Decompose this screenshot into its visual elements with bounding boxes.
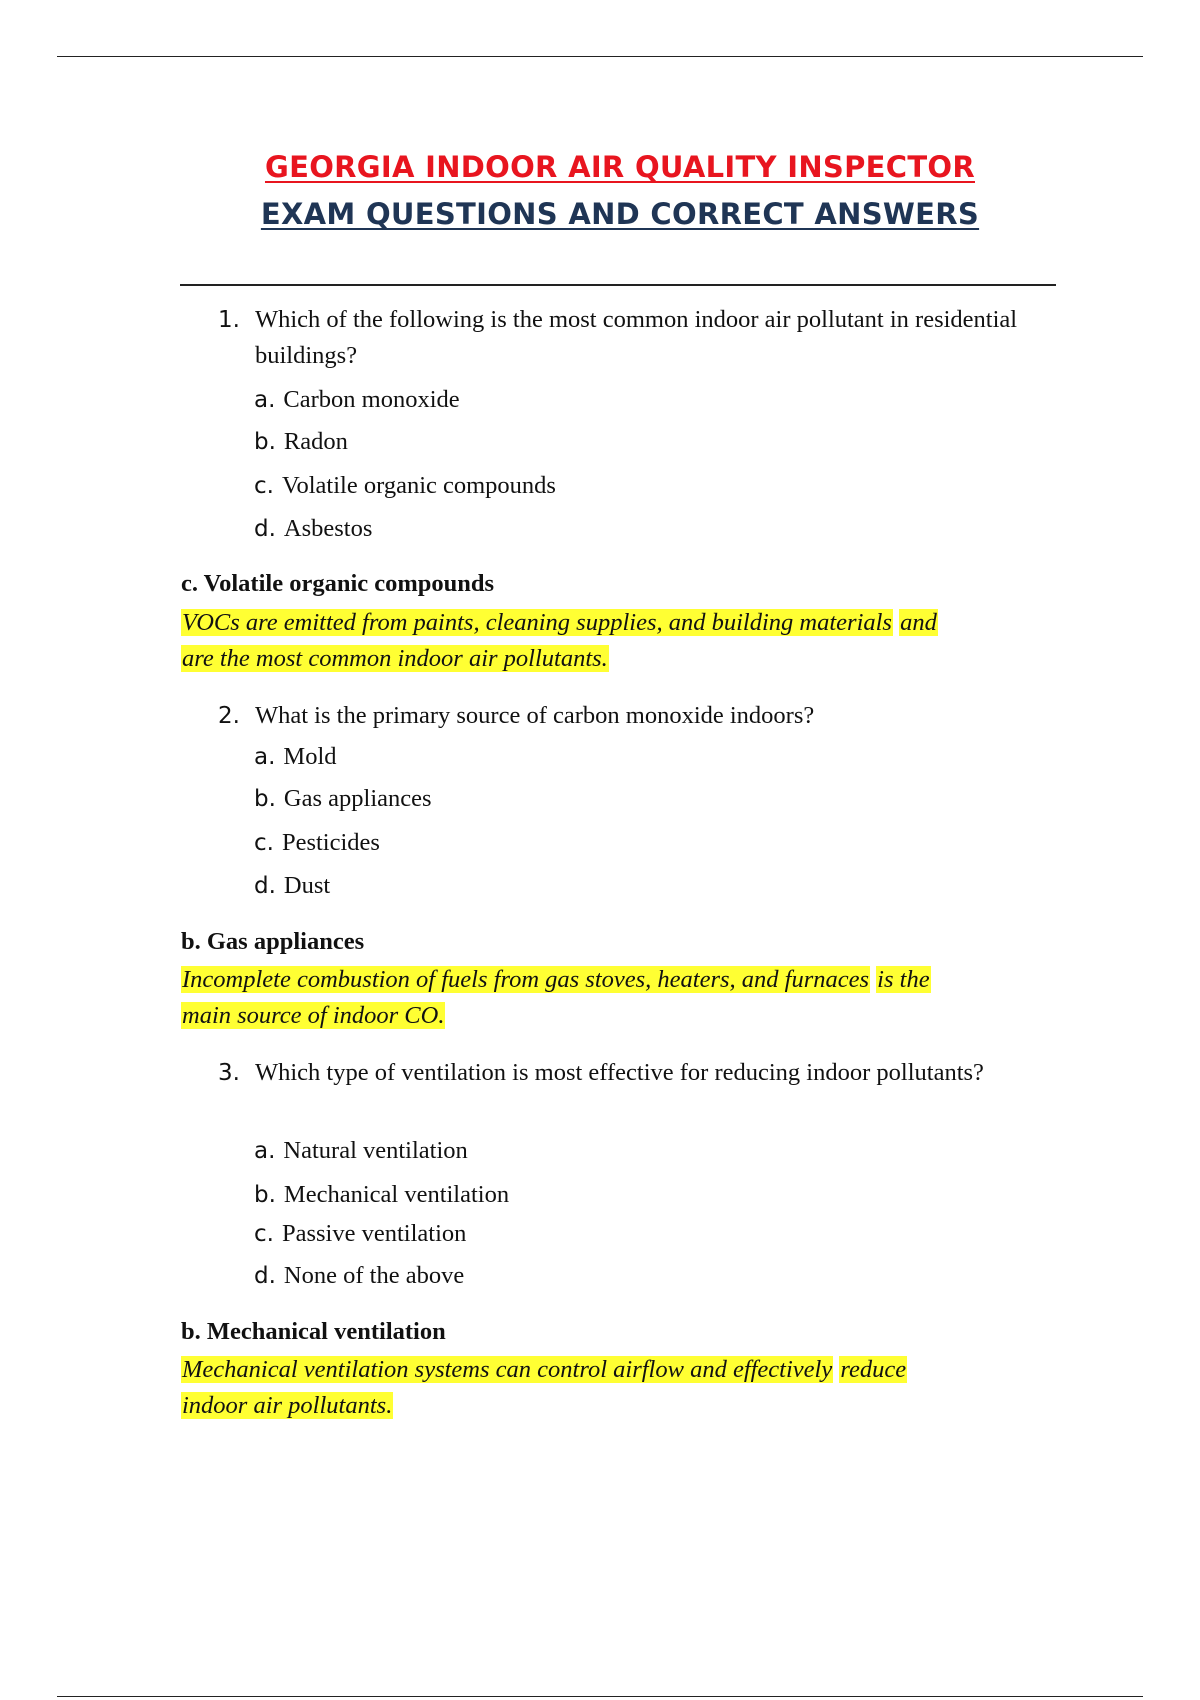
question-number: 1. [218, 307, 240, 333]
option-b [254, 785, 432, 813]
option-a [254, 386, 460, 414]
correct-answer: b. Mechanical ventilation [181, 1318, 446, 1345]
explanation-highlight: indoor air pollutants. [182, 1392, 393, 1419]
document-title-line-2: EXAM QUESTIONS AND CORRECT ANSWERS [260, 197, 980, 231]
option-letter: a. [254, 744, 276, 770]
option-letter: d. [254, 873, 276, 899]
option-letter: b. [254, 1182, 276, 1208]
question-text: Which type of ventilation is most effective for reducing indoor pollutants? [255, 1059, 984, 1086]
option-text: Gas appliances [283, 785, 432, 812]
option-text: Passive ventilation [281, 1220, 467, 1247]
option-text: Natural ventilation [283, 1137, 468, 1164]
explanation [181, 962, 1041, 1034]
option-text: Mold [283, 743, 337, 770]
question-number: 3. [218, 1060, 240, 1086]
option-letter: a. [254, 387, 276, 413]
option-text: Asbestos [283, 515, 373, 542]
explanation-highlight: Incomplete combustion of fuels from gas stoves, heaters, and furnaces [182, 966, 870, 993]
top-rule [57, 56, 1143, 57]
question-2 [218, 698, 1018, 734]
explanation-highlight: and [900, 609, 937, 636]
option-letter: c. [254, 473, 274, 499]
question-text: Which of the following is the most common indoor air pollutant in residential buildings? [255, 306, 1018, 369]
option-text: None of the above [283, 1262, 465, 1289]
option-text: Pesticides [281, 829, 380, 856]
option-letter: b. [254, 786, 276, 812]
question-number: 2. [218, 703, 240, 729]
option-text: Volatile organic compounds [281, 472, 556, 499]
question-1 [218, 302, 1018, 374]
option-letter: a. [254, 1138, 276, 1164]
option-text: Carbon monoxide [283, 386, 460, 413]
bottom-rule [57, 1696, 1143, 1697]
explanation-highlight: are the most common indoor air pollutants. [182, 645, 608, 672]
option-d [254, 515, 372, 543]
explanation-highlight: reduce [840, 1356, 907, 1383]
explanation-highlight: VOCs are emitted from paints, cleaning supplies, and building materials [182, 609, 892, 636]
correct-answer: c. Volatile organic compounds [181, 570, 495, 597]
option-letter: c. [254, 1221, 274, 1247]
correct-answer: b. Gas appliances [181, 928, 365, 955]
title-divider [180, 284, 1056, 286]
question-3 [218, 1055, 1018, 1091]
explanation [181, 605, 1041, 677]
option-letter: d. [254, 516, 276, 542]
option-letter: d. [254, 1263, 276, 1289]
option-text: Radon [283, 428, 348, 455]
option-d [254, 872, 330, 900]
option-text: Dust [283, 872, 331, 899]
explanation-highlight: main source of indoor CO. [182, 1002, 445, 1029]
explanation [181, 1352, 1041, 1424]
document-title-line-1: GEORGIA INDOOR AIR QUALITY INSPECTOR [264, 150, 975, 184]
explanation-highlight: Mechanical ventilation systems can control airflow and effectively [182, 1356, 833, 1383]
option-b [254, 428, 348, 456]
question-text: What is the primary source of carbon monoxide indoors? [255, 702, 815, 729]
explanation-highlight: is the [877, 966, 930, 993]
option-a [254, 743, 337, 771]
option-letter: c. [254, 830, 274, 856]
option-text: Mechanical ventilation [283, 1181, 510, 1208]
option-b [254, 1181, 509, 1209]
option-d [254, 1262, 464, 1290]
option-letter: b. [254, 429, 276, 455]
option-a [254, 1137, 468, 1165]
option-c [254, 472, 556, 500]
option-c [254, 1220, 466, 1248]
option-c [254, 829, 380, 857]
